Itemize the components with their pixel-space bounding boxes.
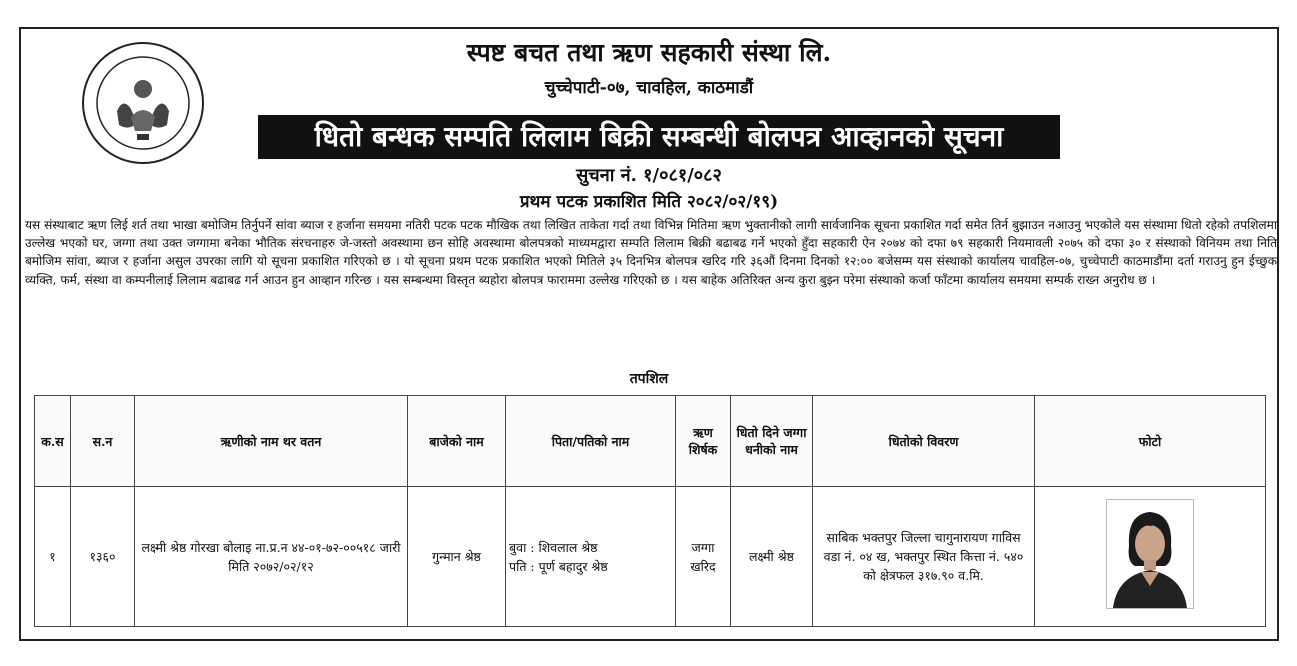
header-photo: फोटो — [1035, 396, 1266, 487]
cell-grandfather: गुन्मान श्रेष्ठ — [408, 487, 506, 627]
father-name: बुवा : शिवलाल श्रेष्ठ — [509, 539, 598, 555]
header-loan-title: ऋण शिर्षक — [676, 396, 731, 487]
cell-ks: १ — [35, 487, 71, 627]
headline: धितो बन्धक सम्पति लिलाम बिक्री सम्बन्धी बोलपत्र आव्हानको सूचना — [314, 120, 1004, 153]
husband-name: पति : पूर्ण बहादुर श्रेष्ठ — [509, 558, 608, 574]
header-collateral: धितोको विवरण — [813, 396, 1035, 487]
details-table — [34, 395, 1266, 627]
header-sn: स.न — [71, 396, 135, 487]
header-owner: धितो दिने जग्गा धनीको नाम — [731, 396, 813, 487]
notice-frame — [19, 27, 1279, 641]
notice-number: सुचना नं. १/०८१/०८२ — [576, 165, 722, 186]
cell-borrower: लक्ष्मी श्रेष्ठ गोरखा बोलाइ ना.प्र.न ४४-०१-७२-००५१८ जारी मिति २०७२/०२/१२ — [135, 487, 408, 627]
org-address: चुच्चेपाटी-०७, चावहिल, काठमाडौं — [544, 78, 754, 98]
notice-body: यस संस्थाबाट ऋण लिई शर्त तथा भाखा बमोजिम तिर्नुपर्ने सांवा ब्याज र हर्जाना समयमा नतिरी पटक पटक मौखिक तथा लिखित ताकेता गर्दा तथा विभिन्न मितिमा ऋण भुक्तानीको लागी सार्वजानिक सूचना प्रकाशित गर्दा समेत तिर्न बुझाउन नआउनु भएकोले यस संस्थामा धितो रहेको तपशिलमा उल्लेख भएको घर, जग्गा तथा उक्त जग्गामा बनेका भौतिक संरचनाहरु जे-जस्तो अवस्थामा छन सोहि अवस्थामा बोलपत्रको माध्यमद्वारा सम्पति लिलाम बिक्री बढाबढ गर्ने भएको हुँदा सहकारी ऐन २०७४ को दफा ७९ सहकारी नियमावली २०७५ को दफा ३० र संस्थाको विनियम तथा निति बमोजिम सांवा, ब्याज र हर्जाना असुल उपरका लागि यो सूचना प्रकाशित गरिएको छ । यो सूचना प्रथम पटक प्रकाशित भएको मितिले ३५ दिनभित्र बोलपत्र खरिद गरि ३६औं दिनमा दिनको १२:०० बजेसम्म यस संस्थाको कार्यालय चावहिल-०७, चुच्चेपाटी काठमाडौंमा दर्ता गराउनु हुन ईच्छुक व्यक्ति, फर्म, संस्था वा कम्पनीलाई लिलाम बढाबढ गर्न आउन हुन आव्हान गरिन्छ । यस सम्बन्धमा विस्तृत ब्यहोरा बोलपत्र फाराममा उल्लेख गरिएको छ । यस बाहेक अतिरिक्त अन्य कुरा बुझ्न परेमा संस्थाको कर्जा फाँटमा कार्यालय समयमा सम्पर्क राख्न अनुरोध छ । — [25, 218, 1277, 287]
table-title: तपशिल — [629, 371, 669, 387]
cell-photo — [1035, 487, 1266, 627]
headline-banner — [258, 115, 1060, 159]
cell-owner: लक्ष्मी श्रेष्ठ — [731, 487, 813, 627]
cell-sn: १३६० — [71, 487, 135, 627]
table-header-row — [35, 396, 1266, 487]
header-father: पिता/पतिको नाम — [506, 396, 676, 487]
person-photo-icon — [1106, 499, 1194, 609]
publication-date: प्रथम पटक प्रकाशित मिति २०८२/०२/१९) — [519, 192, 779, 212]
table-row — [35, 487, 1266, 627]
header-ks: क.स — [35, 396, 71, 487]
cell-loan-title: जग्गा खरिद — [676, 487, 731, 627]
header-grandfather: बाजेको नाम — [408, 396, 506, 487]
cell-collateral: साबिक भक्तपुर जिल्ला चागुनारायण गाविस वडा नं. ०४ ख, भक्तपुर स्थित कित्ता नं. ५४० को क्षेत्रफल ३१७.९० व.मि. — [813, 487, 1035, 627]
cell-father-husband — [506, 487, 676, 627]
header-borrower: ऋणीको नाम थर वतन — [135, 396, 408, 487]
org-name: स्पष्ट बचत तथा ऋण सहकारी संस्था लि. — [466, 38, 832, 67]
